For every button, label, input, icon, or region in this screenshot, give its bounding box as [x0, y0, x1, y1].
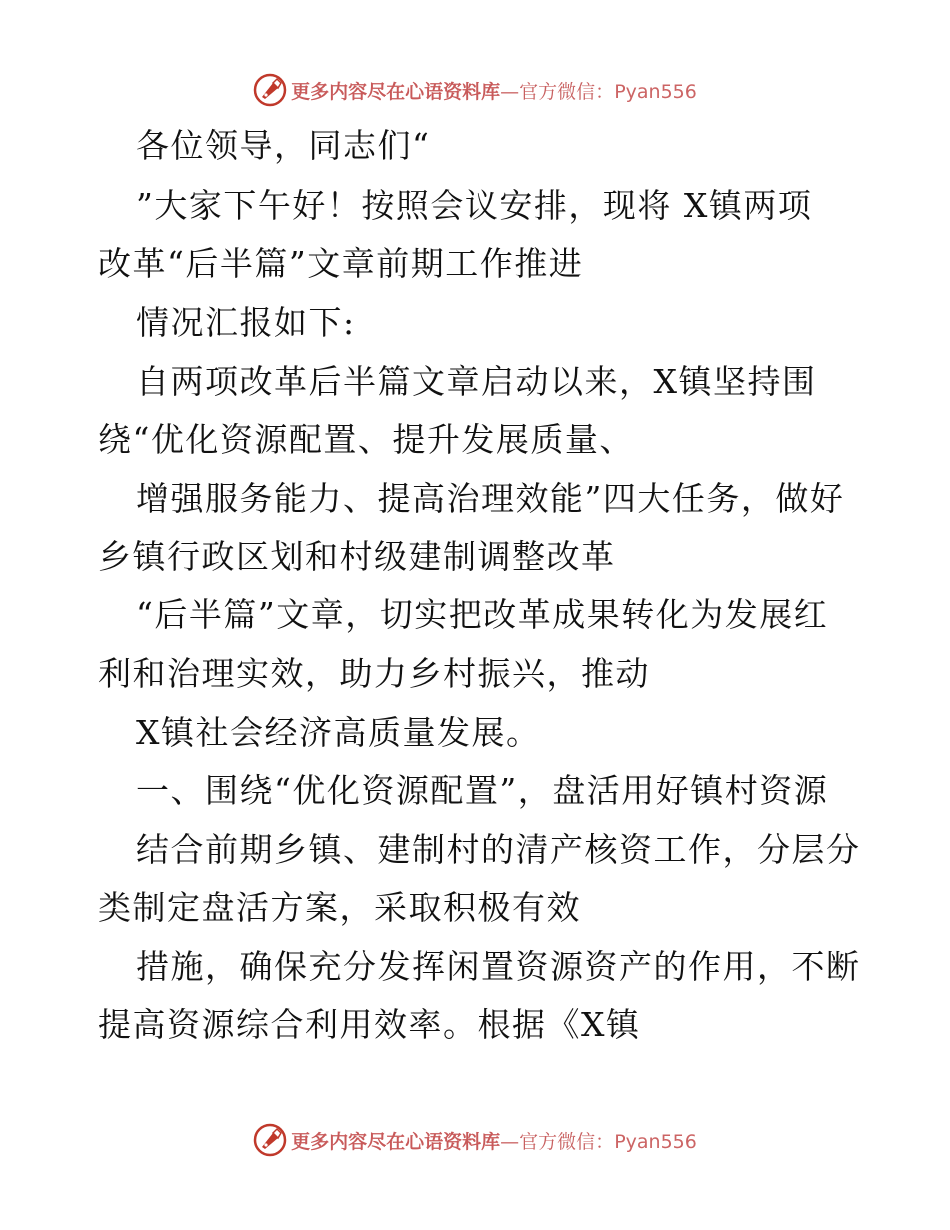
- body-line: 类制定盘活方案，采取积极有效: [98, 888, 581, 927]
- body-line: 自两项改革后半篇文章启动以来，X镇坚持围: [136, 362, 817, 401]
- header-separator: —: [500, 80, 520, 103]
- footer-wechat-id: Pyan556: [614, 1130, 697, 1153]
- body-line: 结合前期乡镇、建制村的清产核资工作，分层分: [136, 830, 861, 869]
- body-line: “后半篇”文章，切实把改革成果转化为发展红: [136, 595, 829, 634]
- body-line: 各位领导，同志们“: [136, 126, 431, 165]
- header-wechat-id: Pyan556: [614, 80, 697, 103]
- header-site-name: 更多内容尽在心语资料库: [291, 80, 501, 103]
- body-line: 措施，确保充分发挥闲置资源资产的作用，不断: [136, 947, 861, 986]
- body-line: 增强服务能力、提高治理效能”四大任务，做好: [136, 479, 845, 518]
- body-line: 绕“优化资源配置、提升发展质量、: [98, 420, 634, 459]
- body-line: 提高资源综合利用效率。根据《X镇: [98, 1005, 641, 1044]
- header-wechat-label: 官方微信：: [519, 80, 615, 103]
- section-heading: 一、围绕“优化资源配置”，盘活用好镇村资源: [136, 771, 829, 810]
- body-line: 情况汇报如下:: [136, 303, 356, 342]
- footer-wechat-label: 官方微信：: [519, 1130, 615, 1153]
- body-line: ”大家下午好！按照会议安排，现将 X镇两项: [136, 186, 813, 225]
- footer-banner: [0, 1120, 950, 1160]
- pen-nib-logo-icon: [253, 73, 287, 107]
- footer-site-name: 更多内容尽在心语资料库: [291, 1130, 501, 1153]
- footer-separator: —: [500, 1130, 520, 1153]
- header-banner: [0, 70, 950, 110]
- body-line: 乡镇行政区划和村级建制调整改革: [98, 537, 616, 576]
- body-line: X镇社会经济高质量发展。: [136, 713, 541, 752]
- pen-nib-logo-icon: [253, 1123, 287, 1157]
- body-line: 利和治理实效，助力乡村振兴，推动: [98, 654, 650, 693]
- body-line: 改革“后半篇”文章前期工作推进: [98, 244, 584, 283]
